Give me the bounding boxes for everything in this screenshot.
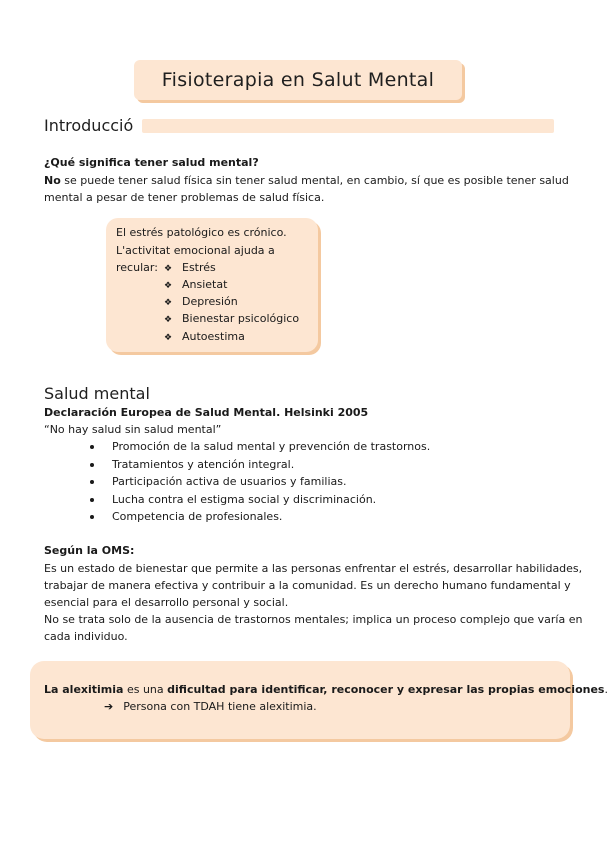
bullet-dot-icon <box>90 480 94 484</box>
bullet-dot-icon <box>90 515 94 519</box>
bullet-dot-icon <box>90 498 94 502</box>
callout1-item-label: Ansietat <box>182 278 228 291</box>
callout1-line-2: L'activitat emocional ajuda a recular: <box>116 244 275 274</box>
oms-line: Es un estado de bienestar que permite a las personas enfrentar el estrés, desarrollar habilidades, <box>44 562 583 575</box>
callout1-item-label: Autoestima <box>182 330 245 343</box>
alexitimia-example-text: Persona con TDAH tiene alexitimia. <box>123 700 317 713</box>
list-item-label: Lucha contra el estigma social y discriminación. <box>112 492 377 506</box>
stress-callout <box>106 218 318 352</box>
alexitimia-period: . <box>604 683 608 696</box>
salud-heading: Salud mental <box>44 384 150 403</box>
callout1-line-1: El estrés patológico es crónico. <box>116 226 287 239</box>
callout1-item-label: Estrés <box>182 261 216 274</box>
oms-heading: Según la OMS: <box>44 544 135 557</box>
bullet-dot-icon <box>90 463 94 467</box>
arrow-right-icon: ➔ <box>104 700 114 713</box>
list-item-label: Competencia de profesionales. <box>112 510 283 523</box>
bullet-dot-icon <box>90 445 94 449</box>
list-item-label: Promoción de la salud mental y prevención de trastornos. <box>112 440 431 453</box>
list-item-label: Participación activa de usuarios y familias. <box>112 475 347 488</box>
alexitimia-term: La alexitimia <box>44 683 124 696</box>
intro-answer-bold: No <box>44 174 61 187</box>
alexitimia-description: dificultad para identificar, reconocer y expresar las propias emociones <box>167 683 605 696</box>
oms-line: esencial para el desarrollo personal y social. <box>44 596 289 609</box>
document-title: Fisioterapia en Salut Mental <box>161 69 435 91</box>
oms-line: No se trata solo de la ausencia de trastornos mentales; implica un proceso complejo que varía en <box>44 613 583 626</box>
callout1-item-label: Bienestar psicológico <box>182 312 300 325</box>
list-item-label: Tratamientos y atención integral. <box>112 457 295 471</box>
intro-question: ¿Qué significa tener salud mental? <box>44 156 259 169</box>
list-item <box>90 438 430 456</box>
intro-heading: Introducció <box>44 116 134 135</box>
alexitimia-example <box>104 698 317 715</box>
oms-line: cada individuo. <box>44 630 128 643</box>
alexitimia-definition <box>44 681 608 698</box>
list-item <box>90 456 430 474</box>
salud-list <box>90 438 430 526</box>
diamond-bullet-icon: ❖ <box>164 264 173 274</box>
salud-quote: “No hay salud sin salud mental” <box>44 423 222 436</box>
alexitimia-connector: es una <box>123 683 168 696</box>
alexitimia-callout <box>30 661 608 739</box>
list-item <box>90 473 430 491</box>
intro-answer-text: se puede tener salud física sin tener salud mental, en cambio, sí que es posible tener salud <box>60 174 569 187</box>
diamond-bullet-icon: ❖ <box>164 315 173 325</box>
intro-answer-line-2: mental a pesar de tener problemas de salud física. <box>44 191 325 204</box>
salud-declaration: Declaración Europea de Salud Mental. Helsinki 2005 <box>44 406 369 419</box>
callout1-item-label: Depresión <box>182 295 238 308</box>
intro-heading-bar <box>142 119 554 133</box>
callout1-item <box>164 328 245 347</box>
diamond-bullet-icon: ❖ <box>164 333 173 343</box>
diamond-bullet-icon: ❖ <box>164 281 173 291</box>
oms-line: trabajar de manera efectiva y contribuir a la comunidad. Es un derecho humano fundamental y <box>44 579 571 592</box>
title-banner <box>134 60 462 100</box>
list-item <box>90 508 430 526</box>
list-item <box>90 491 430 509</box>
diamond-bullet-icon: ❖ <box>164 298 173 308</box>
callout1-item <box>164 310 299 329</box>
intro-answer-line-1 <box>44 172 569 189</box>
